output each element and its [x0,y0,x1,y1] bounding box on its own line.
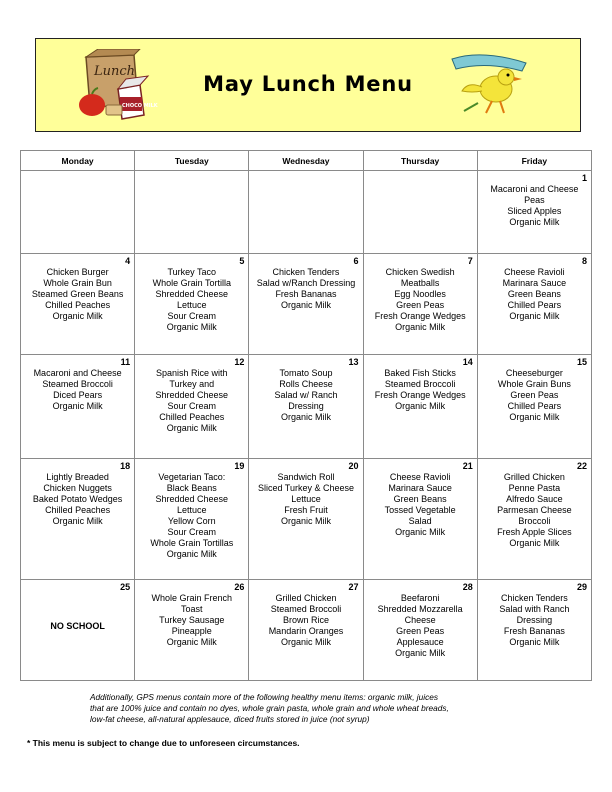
menu-item: Organic Milk [280,300,331,310]
menu-item: Toast [181,604,203,614]
menu-item: Pineapple [171,626,212,636]
date-number: 6 [353,256,359,266]
day-header: Friday [477,151,591,171]
date-number: 25 [120,582,131,592]
menu-items [249,593,362,648]
date-number: 8 [581,256,587,266]
day-cell [249,171,363,254]
weekday-header-row [21,151,592,171]
menu-item: Egg Noodles [394,289,446,299]
menu-item: Sour Cream [167,401,217,411]
menu-item: Fresh Bananas [503,626,565,636]
menu-item: Organic Milk [509,412,560,422]
menu-item: Steamed Broccoli [42,379,113,389]
menu-item: Meatballs [400,278,440,288]
menu-item: Lettuce [177,505,207,515]
menu-item: Green Beans [393,494,447,504]
day-cell [477,580,591,681]
bird-clipart [444,49,534,121]
menu-item: Organic Milk [52,516,103,526]
menu-items [478,267,591,322]
date-number [21,171,134,184]
date-number: 1 [581,173,587,183]
date-number: 5 [239,256,245,266]
day-cell [477,355,591,459]
menu-items [249,472,362,527]
day-header: Monday [21,151,135,171]
menu-item: Shredded Cheese [155,390,229,400]
menu-item: Marinara Sauce [502,278,567,288]
date-number: 11 [120,357,131,367]
day-header: Thursday [363,151,477,171]
date-number: 12 [234,357,245,367]
menu-item: Sliced Apples [507,206,562,216]
date-number: 13 [348,357,359,367]
day-cell [21,254,135,355]
menu-item: Vegetarian Taco: [158,472,226,482]
footnote-line: that are 100% juice and contain no dyes, whole grain pasta, whole grain and whole wheat breads, [90,703,449,713]
menu-items [364,593,477,659]
menu-header [35,38,581,132]
day-cell [363,171,477,254]
menu-items [478,368,591,423]
menu-item: Brown Rice [282,615,329,625]
menu-item: Baked Potato Wedges [32,494,123,504]
date-number: 21 [462,461,473,471]
menu-item: Whole Grain Tortilla [152,278,231,288]
day-cell [21,459,135,580]
menu-item: Green Beans [507,289,561,299]
menu-item: Chilled Pears [507,300,562,310]
menu-item: Grilled Chicken [275,593,337,603]
day-cell [21,171,135,254]
menu-item: Chilled Peaches [45,505,111,515]
week-row [21,580,592,681]
menu-item: Green Peas [396,300,445,310]
menu-item: Baked Fish Sticks [384,368,456,378]
date-number: 29 [576,582,587,592]
menu-item: Marinara Sauce [388,483,452,493]
menu-item: Steamed Broccoli [384,379,456,389]
menu-item: Tossed Vegetable [384,505,456,515]
menu-item: Mandarin Oranges [268,626,344,636]
date-number [135,171,248,184]
menu-item: Whole Grain Tortillas [150,538,234,548]
menu-item: Green Peas [396,626,445,636]
change-disclaimer: * This menu is subject to change due to unforeseen circumstances. [27,738,300,748]
menu-items [478,593,591,648]
menu-item: Diced Pears [53,390,103,400]
menu-items [249,368,362,423]
menu-item: Spanish Rice with [156,368,228,378]
menu-item: Organic Milk [509,637,560,647]
date-number: 27 [348,582,359,592]
day-cell [477,254,591,355]
day-cell [249,254,363,355]
menu-item: Lettuce [177,300,207,310]
week-row [21,459,592,580]
menu-item: Organic Milk [395,648,446,658]
menu-item: Salad [408,516,432,526]
day-cell [363,459,477,580]
date-number [364,171,477,184]
menu-item: Chicken Swedish [385,267,455,277]
menu-items [21,267,134,322]
day-cell [135,355,249,459]
menu-item: Shredded Cheese [155,289,229,299]
menu-item: Whole Grain Bun [43,278,112,288]
menu-item: Yellow Corn [167,516,216,526]
day-cell [249,355,363,459]
menu-item: Black Beans [166,483,217,493]
menu-items [478,184,591,228]
menu-item: Organic Milk [280,412,331,422]
menu-item: Fresh Bananas [275,289,337,299]
menu-items [21,368,134,412]
menu-item: Fresh Apple Slices [497,527,572,537]
menu-weeks [21,171,592,681]
menu-items [249,267,362,311]
menu-item: Chicken Burger [46,267,109,277]
footnote-line: Additionally, GPS menus contain more of the following healthy menu items: organic milk, juices [90,692,439,702]
menu-item: Salad w/ Ranch [274,390,338,400]
day-cell [21,580,135,681]
menu-item: Peas [524,195,545,205]
menu-items [135,368,248,434]
menu-item: Organic Milk [395,322,446,332]
menu-item: Chicken Tenders [500,593,568,603]
menu-item: Applesauce [396,637,444,647]
menu-item: Shredded Mozzarella [377,604,463,614]
menu-item: Green Peas [510,390,559,400]
day-cell [477,459,591,580]
menu-items [364,267,477,333]
menu-item: Organic Milk [509,217,560,227]
menu-item: Organic Milk [509,538,560,548]
menu-item: Organic Milk [166,637,217,647]
menu-item: Salad w/Ranch Dressing [256,278,356,288]
menu-item: Cheese Ravioli [504,267,565,277]
day-cell [363,580,477,681]
date-number: 20 [348,461,359,471]
menu-item: Fresh Orange Wedges [374,311,466,321]
menu-item: Cheese [404,615,436,625]
menu-item: Chilled Pears [507,401,562,411]
day-cell [135,171,249,254]
day-cell [363,254,477,355]
menu-item: Cheeseburger [505,368,563,378]
menu-item: Turkey and [169,379,215,389]
menu-items [364,368,477,412]
week-row [21,355,592,459]
menu-item: Broccoli [518,516,551,526]
menu-item: Salad with Ranch [499,604,570,614]
week-row [21,254,592,355]
menu-item: Tomato Soup [279,368,333,378]
menu-item: Parmesan Cheese [497,505,572,515]
date-number: 7 [467,256,473,266]
date-number: 26 [234,582,245,592]
menu-item: Organic Milk [395,527,446,537]
menu-items [21,593,134,632]
menu-item: Chicken Tenders [272,267,340,277]
day-cell [477,171,591,254]
menu-item: Rolls Cheese [279,379,333,389]
menu-item: Dressing [288,401,324,411]
menu-item: Fresh Orange Wedges [374,390,466,400]
footnote-line: low-fat cheese, all-natural applesauce, diced fruits stored in juice (not syrup) [90,714,370,724]
day-header: Wednesday [249,151,363,171]
menu-item: Chilled Peaches [159,412,225,422]
menu-item: Organic Milk [280,637,331,647]
menu-item: Sour Cream [167,311,217,321]
menu-item: Macaroni and Cheese [490,184,579,194]
menu-item: Organic Milk [166,423,217,433]
day-cell [249,459,363,580]
menu-item: Steamed Green Beans [31,289,124,299]
day-cell [135,254,249,355]
menu-item: Steamed Broccoli [270,604,342,614]
menu-item: Organic Milk [166,322,217,332]
menu-item: Beefaroni [400,593,440,603]
menu-item: Sandwich Roll [277,472,335,482]
date-number [249,171,362,184]
date-number: 22 [576,461,587,471]
menu-item: Macaroni and Cheese [33,368,122,378]
menu-item: Turkey Taco [167,267,217,277]
menu-item: Dressing [516,615,553,625]
day-header: Tuesday [135,151,249,171]
menu-item: Organic Milk [52,311,103,321]
date-number: 18 [120,461,131,471]
page-title: May Lunch Menu [203,72,413,96]
date-number: 28 [462,582,473,592]
svg-text:CHOCO MILK: CHOCO MILK [122,103,158,109]
menu-item: Whole Grain French [151,593,233,603]
date-number: 14 [462,357,473,367]
menu-item: Lightly Breaded [46,472,109,482]
menu-item: Organic Milk [52,401,103,411]
menu-items [478,472,591,549]
date-number: 19 [234,461,245,471]
menu-item: Sliced Turkey & Cheese [257,483,354,493]
menu-item: Organic Milk [509,311,560,321]
menu-item: Organic Milk [395,401,446,411]
menu-item: Chicken Nuggets [43,483,112,493]
week-row [21,171,592,254]
day-cell [249,580,363,681]
day-cell [135,580,249,681]
menu-item: Chilled Peaches [45,300,111,310]
menu-items [364,472,477,538]
menu-item: Alfredo Sauce [506,494,563,504]
menu-items [135,267,248,333]
menu-items [135,593,248,648]
menu-item: Shredded Cheese [155,494,229,504]
nutrition-footnote [90,692,550,725]
menu-item: Whole Grain Buns [497,379,571,389]
menu-items [21,472,134,527]
menu-item: Sour Cream [167,527,217,537]
date-number: 4 [125,256,131,266]
menu-item: Cheese Ravioli [389,472,451,482]
menu-item: Grilled Chicken [503,472,565,482]
menu-item: Lettuce [291,494,321,504]
day-cell [21,355,135,459]
menu-items [135,472,248,560]
day-cell [363,355,477,459]
menu-item: Penne Pasta [508,483,561,493]
svg-text:Lunch: Lunch [94,64,136,79]
date-number: 15 [576,357,587,367]
menu-item: Organic Milk [280,516,331,526]
menu-item: Fresh Fruit [284,505,328,515]
day-cell [135,459,249,580]
no-school-note: NO SCHOOL [50,621,105,631]
menu-calendar [20,150,592,681]
menu-item: Turkey Sausage [159,615,225,625]
menu-item: Organic Milk [166,549,217,559]
